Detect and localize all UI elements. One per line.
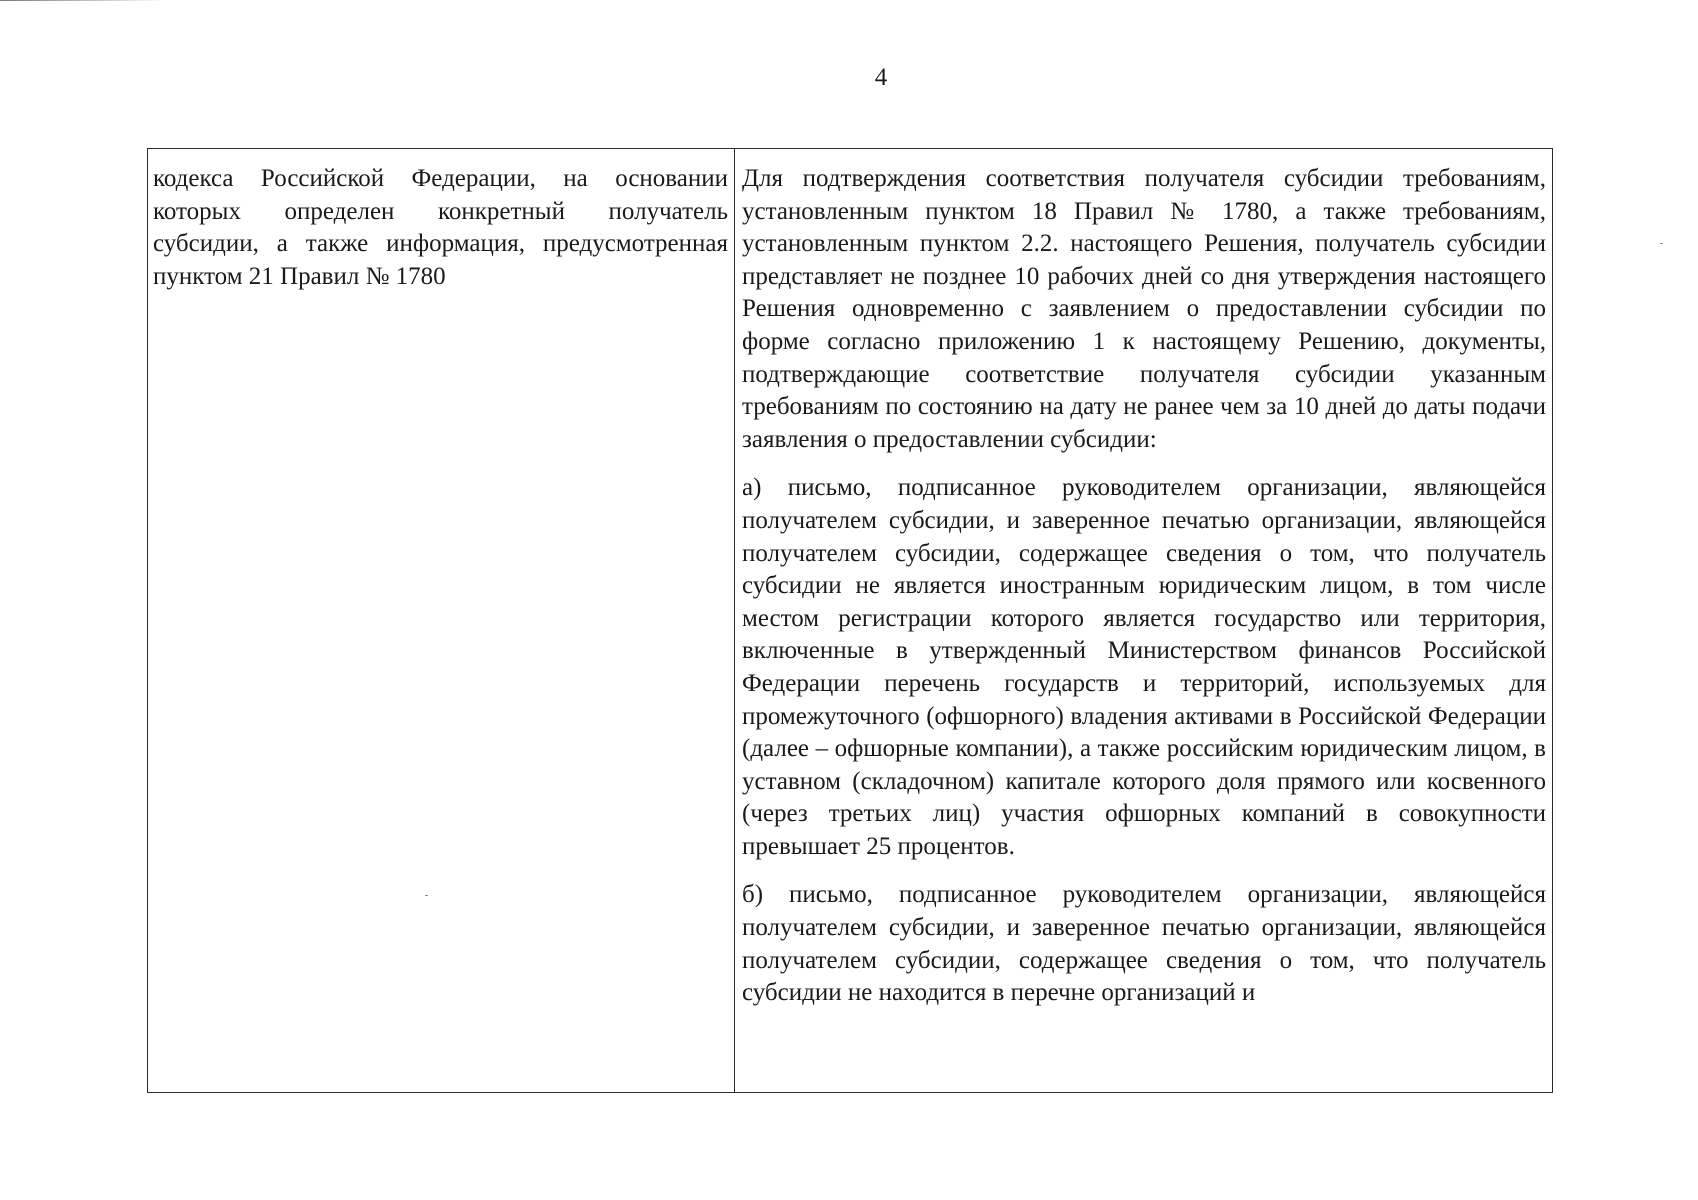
- table-cell-left: [148, 149, 735, 1092]
- scan-edge-line: [0, 0, 830, 1]
- page-number: 4: [874, 64, 888, 91]
- right-cell-paragraph-a: а) письмо, подписанное руководителем организации, являющейся получателем субсидии, и заверенное печатью организации, являющейся получателем субсидии, содержащее сведения о том, что получатель субсидии не является иностранным юридическим лицом, в том числе местом регистрации которого является государство или территория, включенные в утвержденный Министерством финансов Российской Федерации перечень государств и территорий, используемых для промежуточного (офшорного) владения активами в Российской Федерации (далее – офшорные компании), а также российским юридическим лицом, в уставном (складочном) капитале которого доля прямого или косвенного (через третьих лиц) участия офшорных компаний в совокупности превышает 25 процентов.: [742, 474, 1546, 860]
- right-cell-paragraph-intro: Для подтверждения соответствия получателя субсидии требованиям, установленным пунктом 18 Правил № 1780, а также требованиям, установленным пунктом 2.2. настоящего Решения, получатель субсидии представляет не позднее 10 рабочих дней со дня утверждения настоящего Решения одновременно с заявлением о предоставлении субсидии по форме согласно приложению 1 к настоящему Решению, документы, подтверждающие соответствие получателя субсидии указанным требованиям по состоянию на дату не ранее чем за 10 дней до даты подачи заявления о предоставлении субсидии:: [742, 165, 1546, 453]
- table-cell-right: [735, 149, 1552, 1092]
- scan-speck: [425, 895, 428, 896]
- scan-speck: [1660, 243, 1663, 244]
- left-cell-text: кодекса Российской Федерации, на основании которых определен конкретный получатель субсидии, а также информация, предусмотренная пунктом 21 Правил № 1780: [153, 165, 728, 290]
- right-cell-paragraph-b: б) письмо, подписанное руководителем организации, являющейся получателем субсидии, и заверенное печатью организации, являющейся получателем субсидии, содержащее сведения о том, что получатель субсидии не находится в перечне организаций и: [742, 881, 1546, 1007]
- document-table: [147, 148, 1553, 1093]
